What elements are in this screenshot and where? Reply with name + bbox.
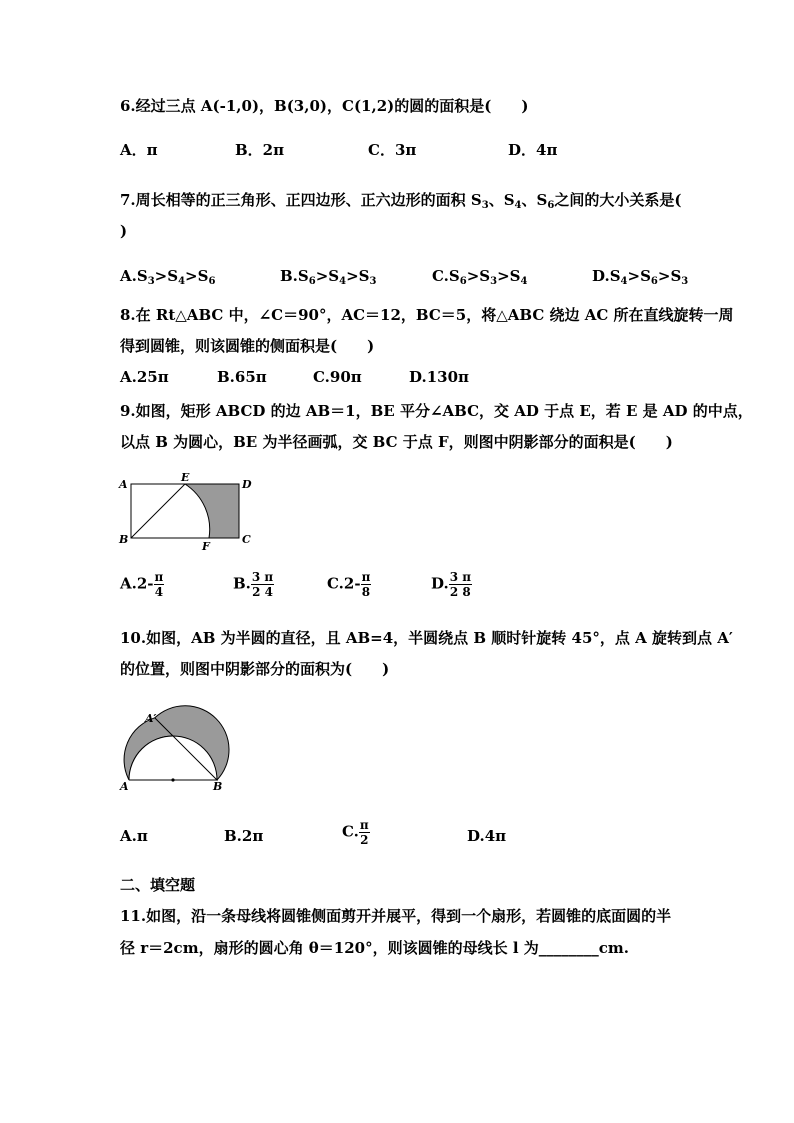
q10-option-d: D.4π [467,827,507,845]
q6-stem: 6.经过三点 A(-1,0)，B(3,0)，C(1,2)的圆的面积是( ) [120,97,529,115]
q9-label-c: C [242,533,251,546]
q9-label-b: B [119,533,129,546]
q6-option-c: C．3π [368,141,417,159]
q9-stem-line1: 9.如图，矩形 ABCD 的边 AB＝1，BE 平分∠ABC，交 AD 于点 E，若 E 是 AD 的中点， [120,402,753,420]
q6-option-a: A．π [120,141,158,159]
q9-option-a: A.2- $\frac{\pi}{4}$ [120,570,164,599]
q10-figure [115,700,235,800]
q9-label-a: A [119,478,128,491]
q9-figure [115,470,265,555]
q7-option-c: $C.S_6>S_3>S_4$ [432,267,528,287]
q11-stem-line2: 径 r＝2cm，扇形的圆心角 θ＝120°，则该圆锥的母线长 l 为________cm. [120,939,629,957]
q8-stem-line1: 8.在 Rt△ABC 中，∠C＝90°，AC＝12，BC＝5，将△ABC 绕边 AC 所在直线旋转一周 [120,306,734,324]
q10-center-point [171,778,174,781]
q10-stem-line1: 10.如图，AB 为半圆的直径，且 AB=4，半圆绕点 B 顺时针旋转 45°，点 A 旋转到点 A′ [120,629,733,647]
q9-option-d: D. $\frac{3 \pi}{2 8}$ [431,570,472,599]
q9-label-e: E [181,471,190,484]
q7-option-b: $B.S_6>S_4>S_3$ [280,267,377,287]
q9-option-b: B. $\frac{3 \pi}{2 4}$ [233,570,274,599]
q9-label-d: D [242,478,252,491]
q9-label-f: F [202,540,210,553]
q7-option-d: $D.S_4>S_6>S_3$ [592,267,689,287]
q9-segment-be [131,484,185,538]
q8-option-b: B.65π [217,368,267,386]
q11-stem-line1: 11.如图，沿一条母线将圆锥侧面剪开并展平，得到一个扇形，若圆锥的底面圆的半 [120,907,672,925]
q10-label-a1: A′ [145,712,157,725]
q6-option-b: B．2π [235,141,285,159]
q8-stem-line2: 得到圆锥，则该圆锥的侧面积是( ) [120,337,375,355]
q10-label-b: B [213,780,223,793]
q10-option-a: A.π [120,827,148,845]
q9-shaded-region [185,484,239,538]
q8-option-d: D.130π [409,368,469,386]
q9-stem-line2: 以点 B 为圆心，BE 为半径画弧，交 BC 于点 F，则图中阴影部分的面积是( ) [120,433,673,451]
q10-stem-line2: 的位置，则图中阴影部分的面积为( ) [120,660,390,678]
q10-option-c: C. $\frac{\pi}{2}$ [342,818,369,847]
q7-stem-line2: ) [120,222,128,240]
q6-option-d: D．4π [508,141,558,159]
q10-label-a: A [120,780,129,793]
q8-option-a: A.25π [120,368,169,386]
q8-option-c: C.90π [313,368,362,386]
q7-stem: 7.周长相等的正三角形、正四边形、正六边形的面积 $S_3$、$S_4$、$S_6$之间的大小关系是( [120,191,682,211]
q9-option-c: C.2- $\frac{\pi}{8}$ [327,570,371,599]
section-title-fill-in: 二、填空题 [120,876,196,894]
q10-option-b: B.2π [224,827,264,845]
q7-option-a: $A.S_3>S_4>S_6$ [120,267,216,287]
